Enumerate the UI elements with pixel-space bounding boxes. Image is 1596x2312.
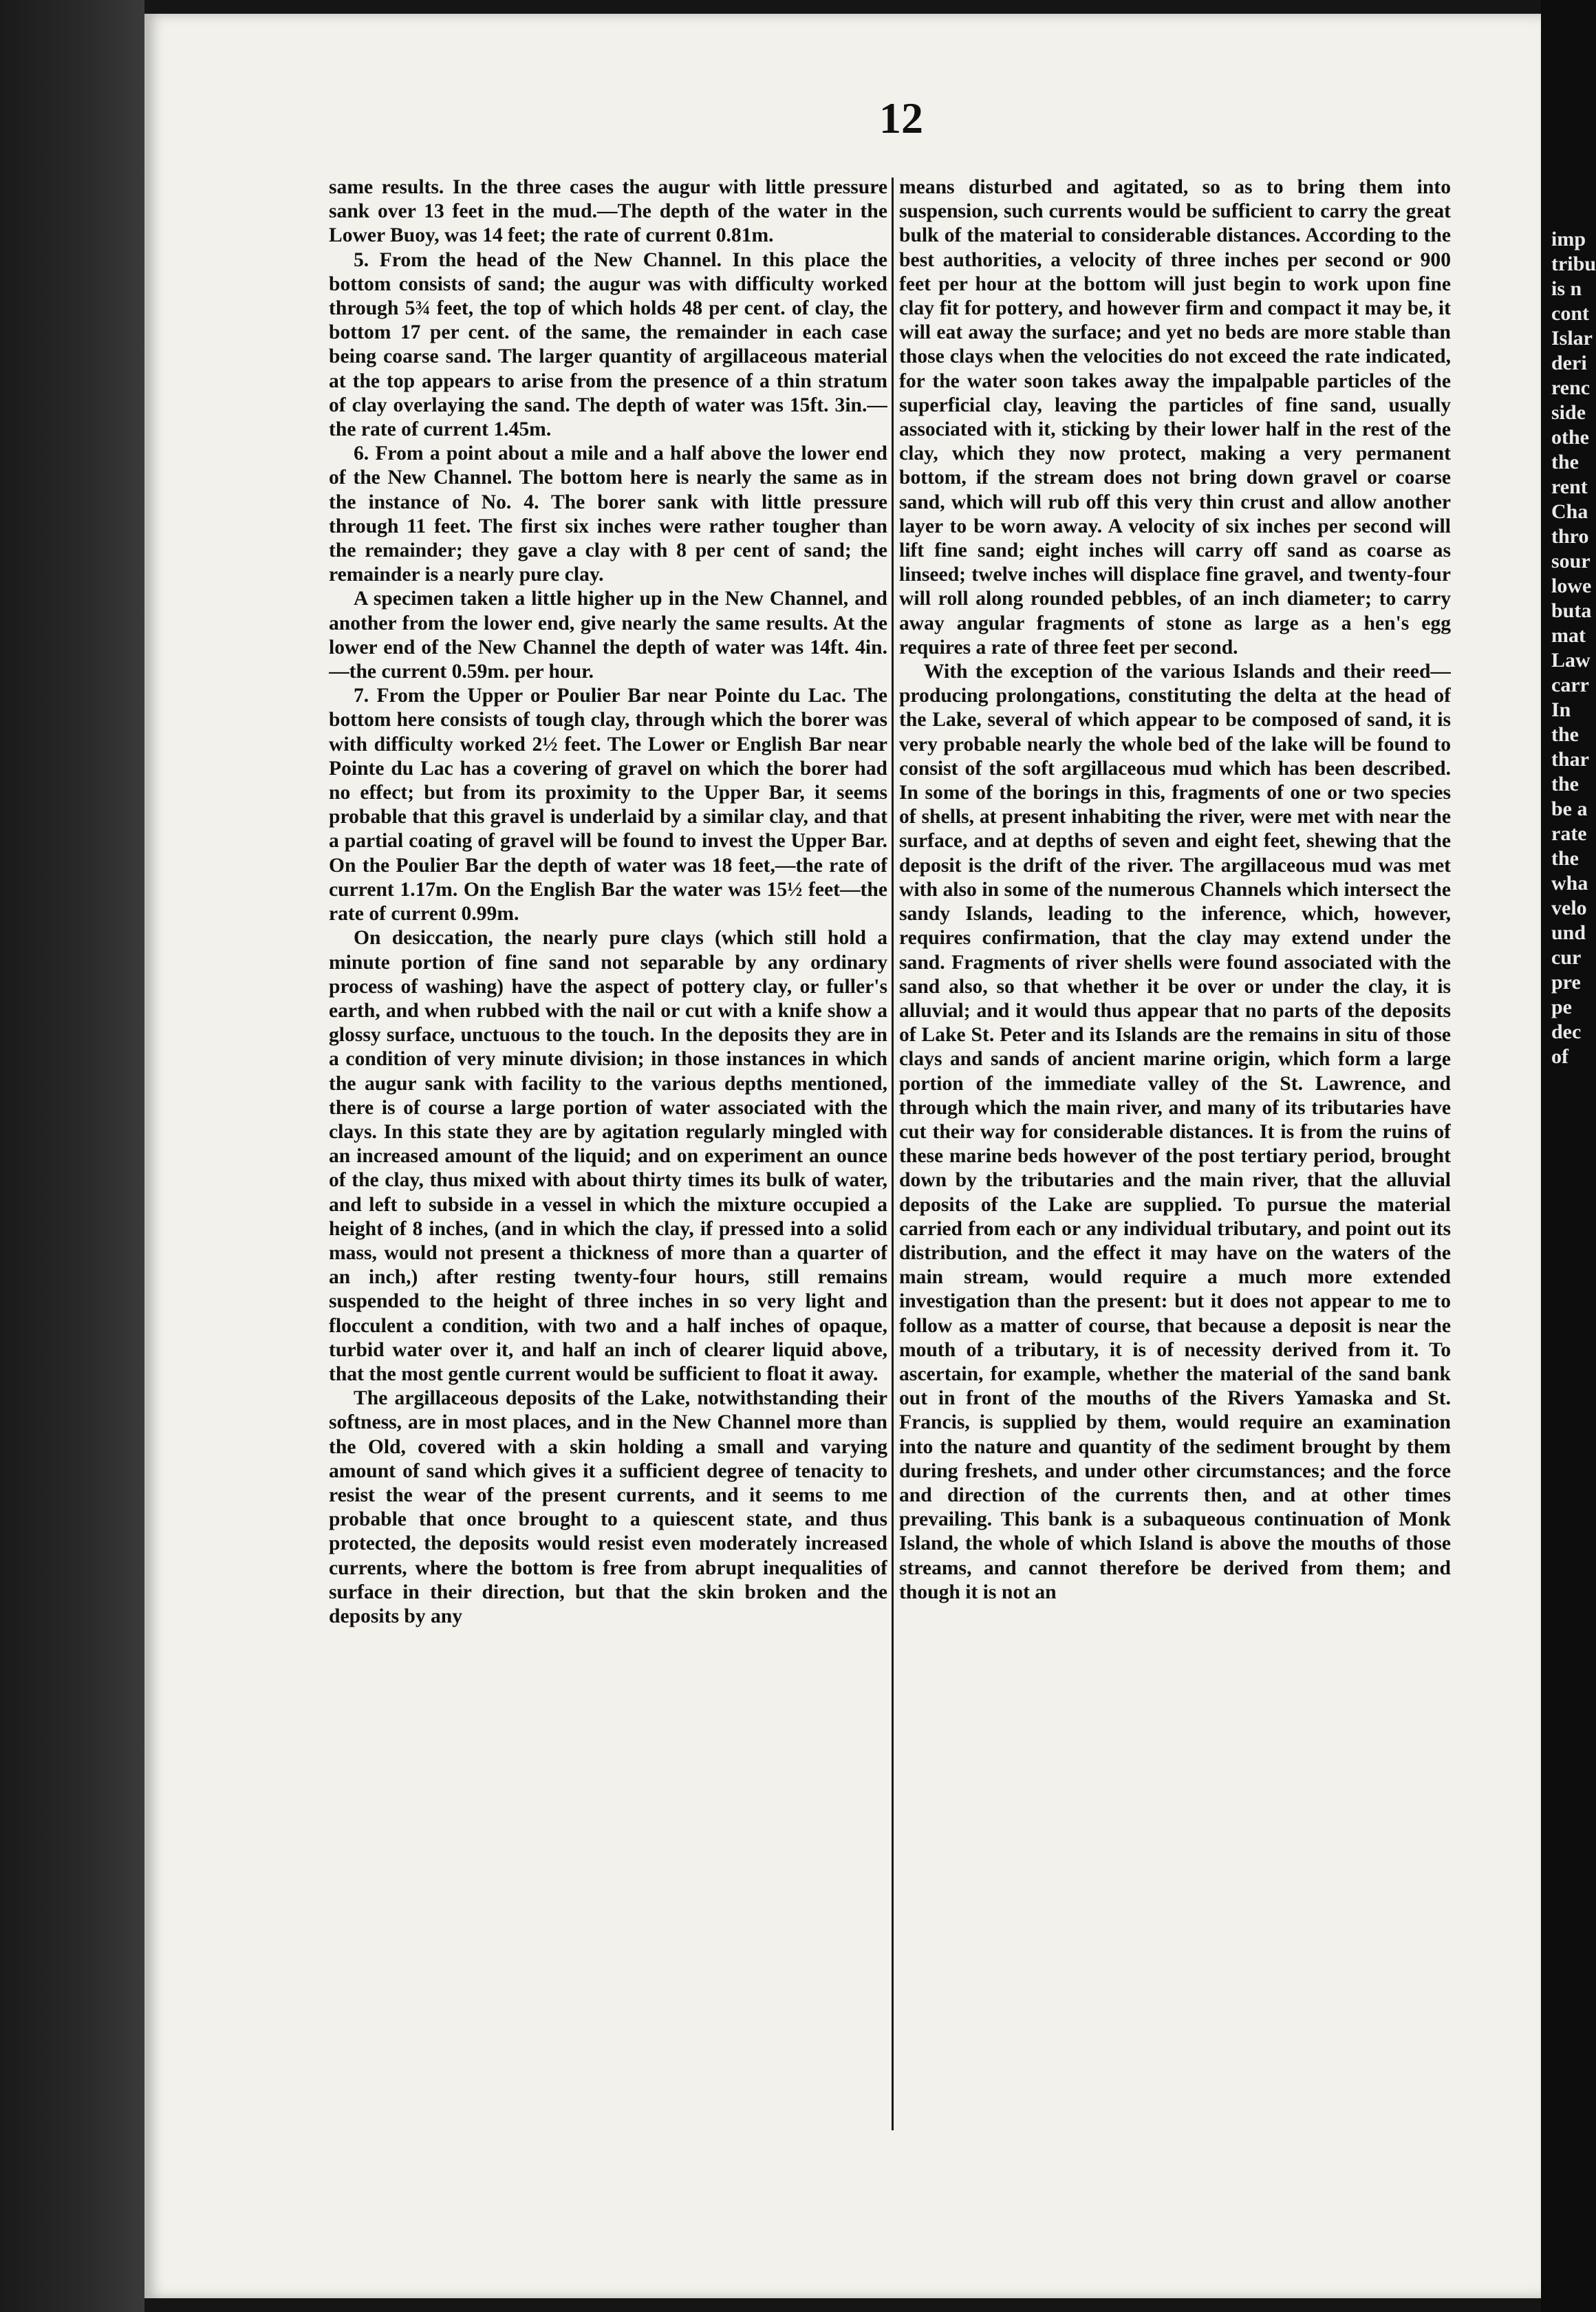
facing-page-fragment: wha [1551,872,1588,895]
paragraph: The argillaceous deposits of the Lake, notwithstanding their softness, are in most places, and in the New Channel more than the Old, covered with a skin holding a small and varying amount of sand which gives it a sufficient degree of tenacity to resist the wear of the present currents, and it seems to me probable that once brought to a quiescent state, and thus protected, the deposits would resist even moderately increased currents, where the bottom is free from abrupt inequalities of surface in their direction, but that the skin broken and the deposits by any [329,1387,887,1627]
paragraph: With the exception of the various Islands and their reed—producing prolongations, constituting the delta at the head of the Lake, several of which appear to be composed of sand, it is very probable nearly the whole bed of the lake will be found to consist of the soft argillaceous mud which has been described. In some of the borings in this, fragments of one or two species of shells, at present inhabiting the river, were met with near the surface, and at depths of seven and eight feet, shewing that the deposit is the drift of the river. The argillaceous mud was met with also in some of the numerous Channels which intersect the sandy Islands, leading to the inference, which, however, requires confirmation, that the clay may extend under the sand. Fragments of river shells were found associated with the sand also, so that whether it be over or under the clay, it is alluvial; and it would thus appear that no parts of the deposits of Lake St. Peter and its Islands are the remains in situ of those clays and sands of ancient marine origin, which form a large portion of the immediate valley of the St. Lawrence, and through which the main river, and many of its tributaries have cut their way for considerable distances. It is from the ruins of these marine beds however of the post tertiary period, brought down by the tributaries and the main river, that the alluvial deposits of the Lake are supplied. To pursue the material carried from each or any individual tributary, and point out its distribution, and the effect it may have on the waters of the main stream, would require a much more extended investigation than the present: but it does not appear to me to follow as a matter of course, that because a deposit is near the mouth of a tributary, it is of necessity derived from it. To ascertain, for example, whether the material of the sand bank out in front of the mouths of the Rivers Yamaska and St. Francis, is supplied by them, would require an examination into the nature and quantity of the sediment brought by them during freshets, and under other circumstances; and the force and direction of the currents then, and at other times prevailing. This bank is a subaqueous continuation of Monk Island, the whole of which Island is above the mouths of those streams, and cannot therefore be derived from them; and though it is not an [899,661,1451,1603]
facing-page-fragment: deri [1551,352,1587,374]
facing-page-fragment: und [1551,921,1586,944]
paragraph: means disturbed and agitated, so as to bring them into suspension, such currents would be sufficient to carry the great bulk of the material to considerable distances. According to the best authorities, a velocity of three inches per second or 900 feet per hour at the bottom will just begin to work upon fine clay fit for pottery, and however firm and compact it may be, it will eat away the surface; and yet no beds are more stable than those clays when the velocities do not exceed the rate indicated, for the water soon takes away the impalpable particles of the superficial clay, leaving the particles of fine sand, usually associated with it, sticking by their lower half in the rest of the clay, which they now protect, making a very permanent bottom, if the stream does not bring down gravel or coarse sand, which will rub off this very thin crust and allow another layer to be worn away. A velocity of six inches per second will lift fine sand; eight inches will carry off sand as coarse as linseed; twelve inches will displace fine gravel, and twenty-four will roll along rounded pebbles, of an inch diameter; to carry away angular fragments of stone as large as a hen's egg requires a rate of three feet per second. [899,176,1451,659]
page-number: 12 [879,94,923,142]
facing-page-fragment: the [1551,847,1579,870]
facing-page-fragment: pre [1551,971,1581,994]
facing-page-fragment: othe [1551,426,1589,449]
facing-page-fragment: the [1551,773,1579,795]
facing-page-fragment: of [1551,1045,1568,1068]
facing-page-fragment: cur [1551,946,1582,969]
paragraph: 6. From a point about a mile and a half above the lower end of the New Channel. The bottom here is nearly the same as in the instance of No. 4. The borer sank with little pressure through 11 feet. The first six inches were rather tougher than the remainder; they gave a clay with 8 per cent of sand; the remainder is a nearly pure clay. [329,442,887,586]
facing-page-fragment: Islar [1551,327,1593,350]
facing-page-fragment: renc [1551,376,1590,399]
facing-page-fragment: sour [1551,550,1590,572]
facing-page-fragment: lowe [1551,575,1592,597]
facing-page-fragment: rent [1551,475,1588,498]
left-column [329,175,887,2198]
paragraph: On desiccation, the nearly pure clays (which still hold a minute portion of fine sand not separable by any ordinary process of washing) have the aspect of pottery clay, or fuller's earth, and when rubbed with the nail or cut with a knife show a glossy surface, unctuous to the touch. In the deposits they are in a condition of very minute division; in those instances in which the augur sank with facility to the various depths mentioned, there is of course a large portion of water associated with the clays. In this state they are by agitation regularly mingled with an increased amount of the liquid; and on experiment an ounce of the clay, thus mixed with about thirty times its bulk of water, and left to subside in a vessel in which the mixture occupied a height of 8 inches, (and in which the clay, if pressed into a solid mass, would not present a thickness of more than a quarter of an inch,) after resting twenty-four hours, still remains suspended to the height of three inches in so very light and flocculent a condition, with two and a half inches of opaque, turbid water over it, and half an inch of clearer liquid above, that the most gentle current would be sufficient to float it away. [329,927,887,1385]
facing-page-text-fragments [1551,227,1596,1273]
facing-page-fragment: thar [1551,748,1589,771]
facing-page-fragment: tribu [1551,253,1596,275]
facing-page-fragment: Cha [1551,500,1588,523]
facing-page-fragment: mat [1551,624,1586,647]
facing-page-fragment: the [1551,451,1579,473]
facing-page-fragment: cont [1551,302,1589,325]
right-column [899,175,1451,2198]
paragraph: 7. From the Upper or Poulier Bar near Pointe du Lac. The bottom here consists of tough clay, through which the borer was with difficulty worked 2½ feet. The Lower or English Bar near Pointe du Lac has a covering of gravel on which the borer had no effect; but from its proximity to the Upper Bar, it seems probable that this gravel is underlaid by a similar clay, and that a partial coating of gravel will be found to invest the Upper Bar. On the Poulier Bar the depth of water was 18 feet,—the rate of current 1.17m. On the English Bar the water was 15½ feet—the rate of current 0.99m. [329,685,887,925]
paragraph: same results. In the three cases the augur with little pressure sank over 13 feet in the mud.—The depth of the water in the Lower Buoy, was 14 feet; the rate of current 0.81m. [329,176,887,247]
facing-page-fragment: be a [1551,798,1588,820]
facing-page-fragment: imp [1551,228,1586,250]
column-divider [892,178,894,2130]
facing-page-fragment: Law [1551,649,1590,672]
facing-page-fragment: is n [1551,277,1582,300]
facing-page-fragment: velo [1551,897,1587,919]
facing-page-fragment: In [1551,698,1571,721]
facing-page-fragment: rate [1551,822,1587,845]
facing-page-fragment: dec [1551,1020,1582,1043]
facing-page-fragment: pe [1551,996,1572,1018]
facing-page-fragment: buta [1551,599,1592,622]
paragraph: A specimen taken a little higher up in the New Channel, and another from the lower end, give nearly the same results. At the lower end of the New Channel the depth of water was 14ft. 4in.—the current 0.59m. per hour. [329,588,887,683]
paragraph: 5. From the head of the New Channel. In this place the bottom consists of sand; the augur was with difficulty worked through 5¾ feet, the top of which holds 48 per cent. of clay, the bottom 17 per cent. of the same, the remainder in each case being coarse sand. The larger quantity of argillaceous material at the top appears to arise from the presence of a thin stratum of clay overlaying the sand. The depth of water was 15ft. 3in.—the rate of current 1.45m. [329,248,887,441]
facing-page-fragment: the [1551,723,1579,746]
facing-page-fragment: thro [1551,525,1589,548]
facing-page-fragment: side [1551,401,1586,424]
facing-page-fragment: carr [1551,674,1589,696]
scan-margin-left [0,0,144,2312]
